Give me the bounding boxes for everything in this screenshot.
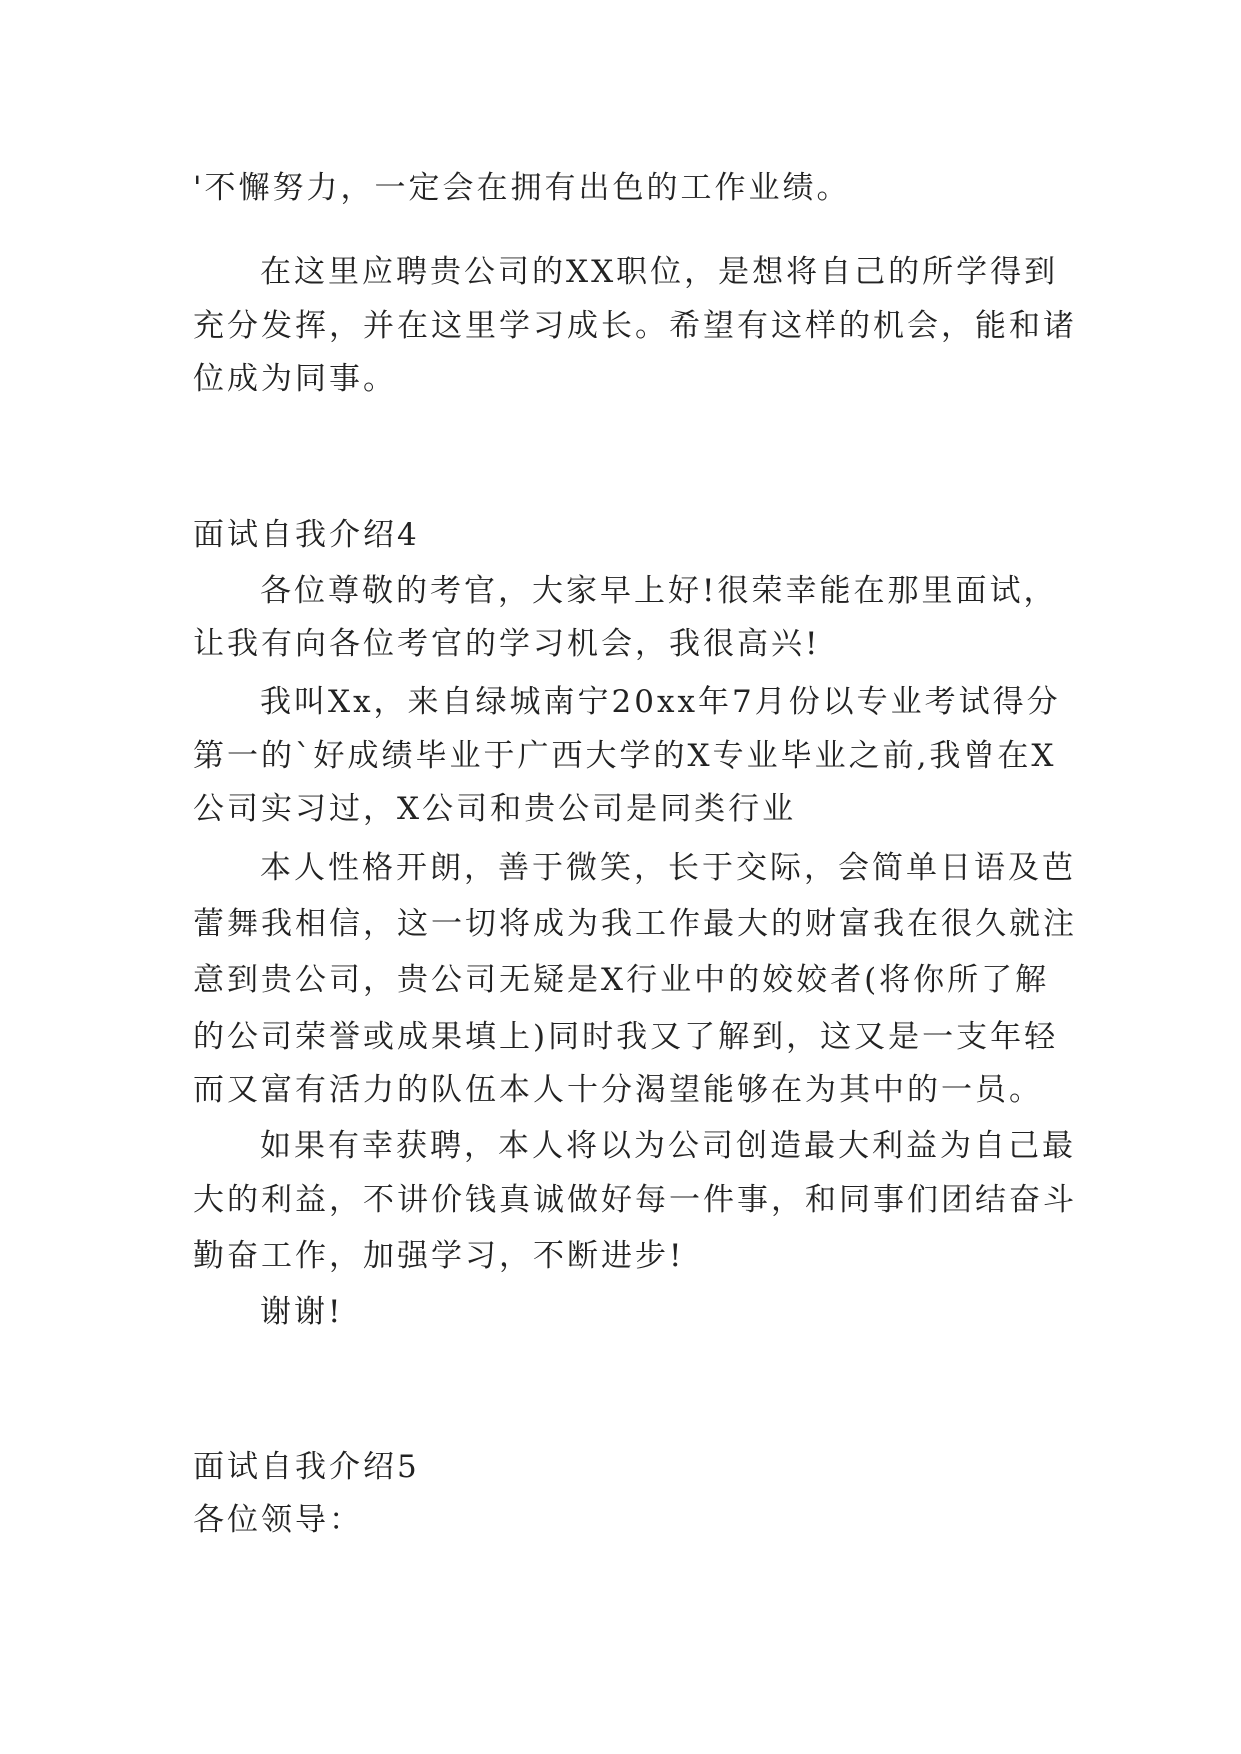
salutation-line: 各位领导： (193, 1502, 363, 1538)
background-paragraph-line: 第一的`好成绩毕业于广西大学的X专业毕业之前,我曾在X (193, 738, 1057, 774)
commitment-paragraph-line: 如果有幸获聘，本人将以为公司创造最大利益为自己最 (260, 1128, 1076, 1164)
apply-paragraph-line: 位成为同事。 (193, 361, 397, 397)
personality-paragraph-line: 蕾舞我相信，这一切将成为我工作最大的财富我在很久就注 (193, 906, 1077, 942)
personality-paragraph-line: 而又富有活力的队伍本人十分渴望能够在为其中的一员。 (193, 1072, 1043, 1108)
apply-paragraph-line: 充分发挥，并在这里学习成长。希望有这样的机会，能和诸 (193, 308, 1077, 344)
personality-paragraph-line: 的公司荣誉或成果填上)同时我又了解到，这又是一支年轻 (193, 1019, 1059, 1055)
section-5-heading: 面试自我介绍5 (193, 1449, 420, 1485)
thanks-line: 谢谢! (260, 1294, 344, 1330)
commitment-paragraph-line: 大的利益，不讲价钱真诚做好每一件事，和同事们团结奋斗 (193, 1182, 1077, 1218)
background-paragraph-line: 我叫Xx，来自绿城南宁20xx年7月份以专业考试得分 (260, 684, 1061, 720)
personality-paragraph-line: 意到贵公司，贵公司无疑是X行业中的姣姣者(将你所了解 (193, 962, 1050, 998)
apply-paragraph-line: 在这里应聘贵公司的XX职位，是想将自己的所学得到 (260, 254, 1059, 290)
section-4-heading: 面试自我介绍4 (193, 517, 420, 553)
greeting-paragraph-line: 各位尊敬的考官，大家早上好!很荣幸能在那里面试， (260, 573, 1058, 609)
commitment-paragraph-line: 勤奋工作，加强学习，不断进步! (193, 1238, 685, 1274)
continuation-line: '不懈努力，一定会在拥有出色的工作业绩。 (193, 170, 851, 206)
personality-paragraph-line: 本人性格开朗，善于微笑，长于交际，会简单日语及芭 (260, 850, 1076, 886)
greeting-paragraph-line: 让我有向各位考官的学习机会，我很高兴! (193, 626, 821, 662)
background-paragraph-line: 公司实习过，X公司和贵公司是同类行业 (193, 791, 797, 827)
